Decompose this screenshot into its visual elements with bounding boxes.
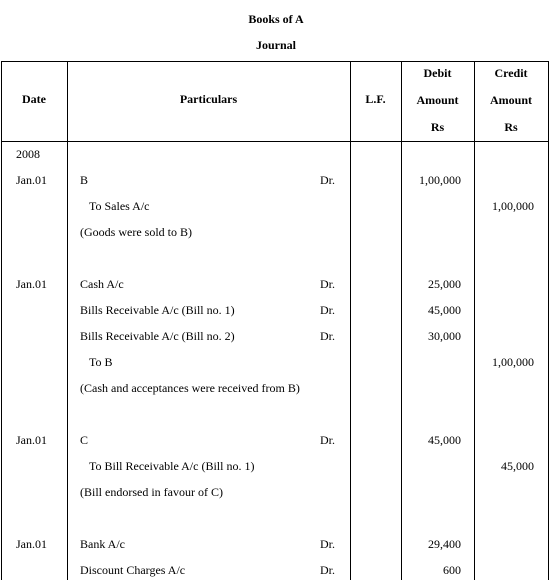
debit-header-line3: Rs: [430, 120, 445, 134]
lf-column-divider: [401, 61, 402, 580]
particulars-header: Particulars: [179, 92, 238, 106]
table-top-border: [1, 61, 549, 62]
entry-date: Jan.01: [16, 537, 47, 551]
entry-account: Bills Receivable A/c (Bill no. 1): [80, 303, 235, 317]
debit-header-line2: Amount: [416, 93, 459, 107]
date-header: Date: [22, 92, 46, 106]
debit-column-divider: [474, 61, 475, 580]
entry-narration: (Goods were sold to B): [80, 225, 192, 239]
credit-amount: 1,00,000: [492, 199, 534, 213]
entry-credit-account: To B: [89, 355, 113, 369]
entry-date: Jan.01: [16, 173, 47, 187]
entry-date: Jan.01: [16, 433, 47, 447]
debit-amount: 25,000: [428, 277, 461, 291]
entry-date: Jan.01: [16, 277, 47, 291]
credit-header-line3: Rs: [504, 120, 518, 134]
entry-credit-account: To Bill Receivable A/c (Bill no. 1): [89, 459, 255, 473]
dr-marker: Dr.: [320, 303, 335, 317]
dr-marker: Dr.: [320, 173, 335, 187]
debit-amount: 1,00,000: [419, 173, 461, 187]
credit-amount: 1,00,000: [492, 355, 534, 369]
header-bottom-border: [1, 141, 549, 142]
debit-header-line1: Debit: [423, 66, 452, 80]
document-subtitle: Journal: [255, 38, 296, 52]
entry-account: B: [80, 173, 89, 187]
entry-account: Discount Charges A/c: [80, 563, 186, 577]
document-title: Books of A: [248, 12, 304, 26]
credit-header-line2: Amount: [489, 93, 532, 107]
dr-marker: Dr.: [320, 537, 335, 551]
entry-account: Bills Receivable A/c (Bill no. 2): [80, 329, 235, 343]
year-label: 2008: [16, 147, 40, 161]
dr-marker: Dr.: [320, 433, 335, 447]
credit-header-line1: Credit: [494, 66, 528, 80]
entry-credit-account: To Sales A/c: [89, 199, 150, 213]
debit-amount: 45,000: [428, 303, 461, 317]
dr-marker: Dr.: [320, 563, 335, 577]
entry-account: Cash A/c: [80, 277, 124, 291]
debit-amount: 29,400: [428, 537, 461, 551]
dr-marker: Dr.: [320, 277, 335, 291]
entry-account: C: [80, 433, 89, 447]
credit-amount: 45,000: [501, 459, 534, 473]
dr-marker: Dr.: [320, 329, 335, 343]
debit-amount: 30,000: [428, 329, 461, 343]
debit-amount: 600: [443, 563, 461, 577]
debit-amount: 45,000: [428, 433, 461, 447]
entry-narration: (Bill endorsed in favour of C): [80, 485, 223, 499]
lf-header: L.F.: [365, 92, 386, 106]
particulars-column-divider: [350, 61, 351, 580]
table-left-border: [1, 61, 2, 580]
date-column-divider: [67, 61, 68, 580]
entry-account: Bank A/c: [80, 537, 125, 551]
table-right-border: [548, 61, 549, 580]
entry-narration: (Cash and acceptances were received from B): [80, 381, 300, 395]
